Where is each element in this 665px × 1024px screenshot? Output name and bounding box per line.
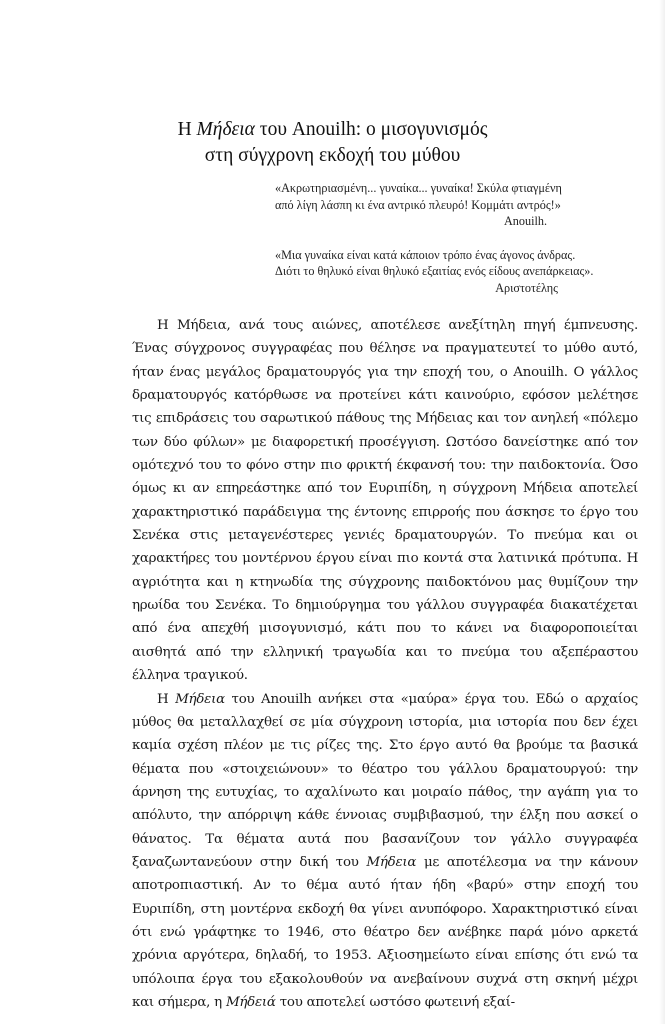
text-segment: του Anouilh ανήκει στα «μαύρα» έργα του. Εδώ ο αρχαίος μύθος θα μεταλλαχθεί σε μία σύγχρονη ιστορία, μια ιστορία που δεν έχει καμία σχέση πλέον με τις ρίζες της. Στο έργο αυτό θα βρούμε τα βασικά θέματα που «στοιχειώνουν» το θέατρο του γάλλου δραματουργού: την άρνηση της ευτυχίας, το αχαλίνωτο και μοιραίο πάθος, την αγάπη για το απόλυτο, την απόρριψη κάθε έννοιας συμβιβασμού, την έλξη που ασκεί ο θάνατος. Τα θέματα αυτά που βασανίζουν τον γάλλο συγγραφέα ξαναζωντανεύουν στην δική του <box>132 691 638 870</box>
page-title <box>0 117 665 169</box>
paragraph-2 <box>132 688 638 1015</box>
title-prefix: Η <box>177 119 197 140</box>
title-line1 <box>178 119 488 140</box>
text-segment: του αποτελεί ωστόσο φωτεινή εξαί- <box>275 994 515 1010</box>
epigraphs <box>275 180 635 313</box>
italic-medea: Μήδειά <box>225 994 276 1010</box>
epigraph-author: Αριστοτέλης <box>495 280 558 295</box>
title-line2: στη σύγχρονη εκδοχή του μύθου <box>204 145 461 166</box>
epigraph-line: Διότι το θηλυκό είναι θηλυκό εξαιτίας ενός είδους ανεπάρκειας». <box>275 264 594 278</box>
body-text <box>132 314 638 1014</box>
title-italic-medea: Μήδεια <box>196 119 255 140</box>
epigraph-anouilh <box>275 180 635 230</box>
epigraph-aristotle <box>275 247 635 297</box>
epigraph-line: «Μια γυναίκα είναι κατά κάποιον τρόπο ένας άγονος άνδρας. <box>275 247 576 262</box>
epigraph-line: «Ακρωτηριασμένη... γυναίκα... γυναίκα! Σκύλα φτιαγμένη <box>275 181 562 195</box>
italic-medea: Μήδεια <box>366 854 417 870</box>
italic-medea: Μήδεια <box>175 691 225 707</box>
epigraph-author: Anouilh. <box>504 214 547 228</box>
paragraph-1: Η Μήδεια, ανά τους αιώνες, αποτέλεσε ανεξίτηλη πηγή έμπνευσης. Ένας σύγχρονος συγγραφέας που θέλησε να πραγματευτεί το μύθο αυτό, ήταν ένας μεγάλος δραματουργός για την εποχή του, ο Anouilh. Ο γάλλος δραματουργός κατόρθωσε να προτείνει κάτι καινούριο, εφόσον μελέτησε τις επιδράσεις του σαρωτικού πάθους της Μήδειας και τον ανηλεή «πόλεμο των δύο φύλων» με διαφορετική προσέγγιση. Ωστόσο δανείστηκε από τον ομότεχνό του το φόνο στην πιο φρικτή έκφανσή του: την παιδοκτονία. Όσο όμως κι αν επηρεάστηκε από τον Ευριπίδη, η σύγχρονη Μήδεια αποτελεί χαρακτηριστικό παράδειγμα της έντονης επιρροής που άσκησε το έργο του Σενέκα στις μεταγενέστερες γενιές δραματουργών. Το πνεύμα και οι χαρακτήρες του μοντέρνου έργου είναι πιο κοντά στα λατινικά πρότυπα. Η αγριότητα και η κτηνωδία της σύγχρονης παιδοκτόνου μας θυμίζουν την ηρωίδα του Σενέκα. Το δημιούργημα του γάλλου συγγραφέα διακατέχεται από ένα απεχθή μισογυνισμό, κάτι που το κάνει να διαφοροποιείται αισθητά από την ελληνική τραγωδία και το πνεύμα του αξεπέραστου έλληνα τραγικού. <box>132 318 638 684</box>
text-segment: Η <box>157 691 176 707</box>
text-segment: με αποτέλεσμα να την κάνουν αποτροπιαστική. Αν το θέμα αυτό ήταν ήδη «βαρύ» στην εποχή του Ευριπίδη, στη μοντέρνα εκδοχή θα γίνει ανυπόφορο. Χαρακτηριστικό είναι ότι ενώ γράφτηκε το 1946, στο θέατρο δεν ανέβηκε παρά μόνο αρκετά χρόνια αργότερα, δηλαδή, το 1953. Αξιοσημείωτο είναι επίσης ότι ενώ τα υπόλοιπα έργα του εξακολουθούν να ανεβαίνουν συχνά στη σκηνή μέχρι και σήμερα, η <box>132 854 638 1010</box>
title-suffix: του Anouilh: ο μισογυνισμός <box>254 119 488 140</box>
epigraph-line: από λίγη λάσπη κι ένα αντρικό πλευρό! Κομμάτι αντρός!» <box>275 197 561 212</box>
